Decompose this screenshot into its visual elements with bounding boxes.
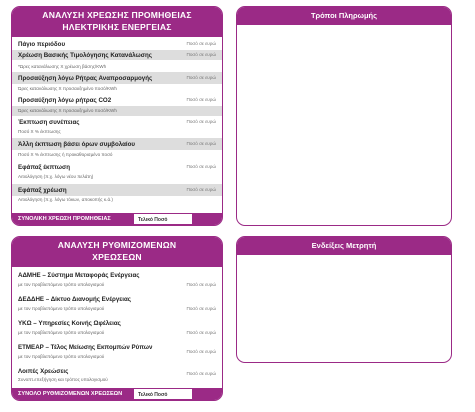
total-value-box <box>133 214 192 224</box>
row-subtitle: *Ώρες κατανάλωσης Χ χρέωση βάσης/KWh <box>18 64 107 69</box>
row-consistency-discount-note <box>12 128 222 138</box>
row-subtitle: Συνοπτ.επεξήγηση και τρόπος υπολογισμού <box>18 377 108 382</box>
row-subtitle: με τον προβλεπόμενο τρόπο υπολογισμού <box>18 330 105 335</box>
row-deddie <box>12 291 222 315</box>
meter-readings-title: Ενδείξεις Μετρητή <box>237 237 451 255</box>
total-value: Τελικό Ποσό <box>138 216 168 223</box>
row-amount: Ποσό σε ευρώ <box>186 330 216 335</box>
row-subtitle: Αιτιολόγηση (π.χ. λόγω νέου πελάτη) <box>18 174 94 179</box>
row-amount: Ποσό σε ευρώ <box>186 282 216 287</box>
row-amount: Ποσό σε ευρώ <box>186 349 216 354</box>
row-title: Λοιπές Χρεώσεις <box>18 368 69 375</box>
row-subtitle: με τον προβλεπόμενο τρόπο υπολογισμού <box>18 306 105 311</box>
row-subtitle: Ώρες κατανάλωσης Χ προσαυξημένο ποσό/KWh <box>18 86 117 91</box>
regulated-title-line1: ΑΝΑΛΥΣΗ ΡΥΘΜΙΖΟΜΕΝΩΝ <box>57 240 177 250</box>
row-adjustment-clause <box>12 72 222 84</box>
row-amount: Ποσό σε ευρώ <box>186 306 216 311</box>
row-contract-discount <box>12 138 222 150</box>
row-amount: Ποσό σε ευρώ <box>186 41 216 46</box>
row-subtitle: Ποσό Χ % έκπτωσης ή προκαθορισμένο ποσό <box>18 152 113 157</box>
row-basic-consumption-note <box>12 60 222 72</box>
row-title: ΥΚΩ – Υπηρεσίες Κοινής Ωφέλειας <box>18 320 121 327</box>
row-amount: Ποσό σε ευρώ <box>186 187 216 192</box>
row-subtitle: με τον προβλεπόμενο τρόπο υπολογισμού <box>18 354 105 359</box>
row-title: ΔΕΔΔΗΕ – Δίκτυο Διανομής Ενέργειας <box>18 296 131 303</box>
row-one-off-charge <box>12 184 222 196</box>
row-co2-clause <box>12 94 222 106</box>
regulated-title-line2: ΧΡΕΩΣΕΩΝ <box>92 251 142 262</box>
row-admie <box>12 267 222 291</box>
payment-methods-panel <box>236 6 452 226</box>
payment-methods-title: Τρόποι Πληρωμής <box>237 7 451 25</box>
consumption-title-line2: ΗΛΕΚΤΡΙΚΗΣ ΕΝΕΡΓΕΙΑΣ <box>62 21 172 32</box>
row-title: ΑΔΜΗΕ – Σύστημα Μεταφοράς Ενέργειας <box>18 272 140 279</box>
row-adjustment-clause-note <box>12 84 222 94</box>
regulated-charges-panel <box>11 236 223 401</box>
row-title: ΕΤΜΕΑΡ – Τέλος Μείωσης Εκπομπών Ρύπων <box>18 344 153 351</box>
total-label: ΣΥΝΟΛΟ ΡΥΘΜΙΖΟΜΕΝΩΝ ΧΡΕΩΣΕΩΝ <box>18 391 123 397</box>
row-title: Προσαύξηση λόγω Ρήτρας Αναπροσαρμογής <box>18 75 153 82</box>
row-title: Πάγιο περιόδου <box>18 41 66 48</box>
row-subtitle: με τον προβλεπόμενο τρόπο υπολογισμού <box>18 282 105 287</box>
meter-readings-panel <box>236 236 452 363</box>
row-yko <box>12 315 222 339</box>
row-title: Εφάπαξ χρέωση <box>18 187 67 194</box>
regulated-total-bar <box>12 388 222 400</box>
row-one-off-charge-note <box>12 196 222 206</box>
total-value: Τελικό Ποσό <box>138 391 168 398</box>
row-subtitle: Αιτιολόγηση (π.χ. λόγω τόκων, αποκοπής κ.ά.) <box>18 197 113 202</box>
row-amount: Ποσό σε ευρώ <box>186 371 216 376</box>
row-co2-clause-note <box>12 106 222 116</box>
row-base-fee <box>12 37 222 50</box>
row-amount: Ποσό σε ευρώ <box>186 52 216 57</box>
consumption-title-line1: ΑΝΑΛΥΣΗ ΧΡΕΩΣΗΣ ΠΡΟΜΗΘΕΙΑΣ <box>42 10 192 20</box>
row-basic-consumption <box>12 50 222 60</box>
row-one-off-discount-note <box>12 173 222 184</box>
row-title: Εφάπαξ έκπτωση <box>18 164 71 171</box>
row-amount: Ποσό σε ευρώ <box>186 164 216 169</box>
row-title: Έκπτωση συνέπειας <box>18 119 80 126</box>
row-title: Προσαύξηση λόγω ρήτρας CO2 <box>18 97 112 104</box>
consumption-analysis-panel <box>11 6 223 226</box>
regulated-panel-header <box>12 237 222 267</box>
total-value-box <box>133 389 192 399</box>
row-contract-discount-note <box>12 150 222 161</box>
row-amount: Ποσό σε ευρώ <box>186 97 216 102</box>
row-amount: Ποσό σε ευρώ <box>186 75 216 80</box>
row-title: Άλλη έκπτωση βάσει όρων συμβολαίου <box>18 141 136 148</box>
consumption-panel-header <box>12 7 222 37</box>
row-subtitle: Ώρες κατανάλωσης Χ προσαυξημένο ποσό/KWh <box>18 108 117 113</box>
row-amount: Ποσό σε ευρώ <box>186 119 216 124</box>
row-etmear <box>12 339 222 363</box>
consumption-total-bar <box>12 213 222 225</box>
total-label: ΣΥΝΟΛΙΚΗ ΧΡΕΩΣΗ ΠΡΟΜΗΘΕΙΑΣ <box>18 216 111 222</box>
row-amount: Ποσό σε ευρώ <box>186 141 216 146</box>
row-subtitle: Ποσό Χ % έκπτωσης <box>18 129 61 134</box>
row-other-charges <box>12 363 222 387</box>
row-title: Χρέωση Βασικής Τιμολόγησης Κατανάλωσης <box>18 52 152 59</box>
row-consistency-discount <box>12 116 222 128</box>
row-one-off-discount <box>12 161 222 173</box>
